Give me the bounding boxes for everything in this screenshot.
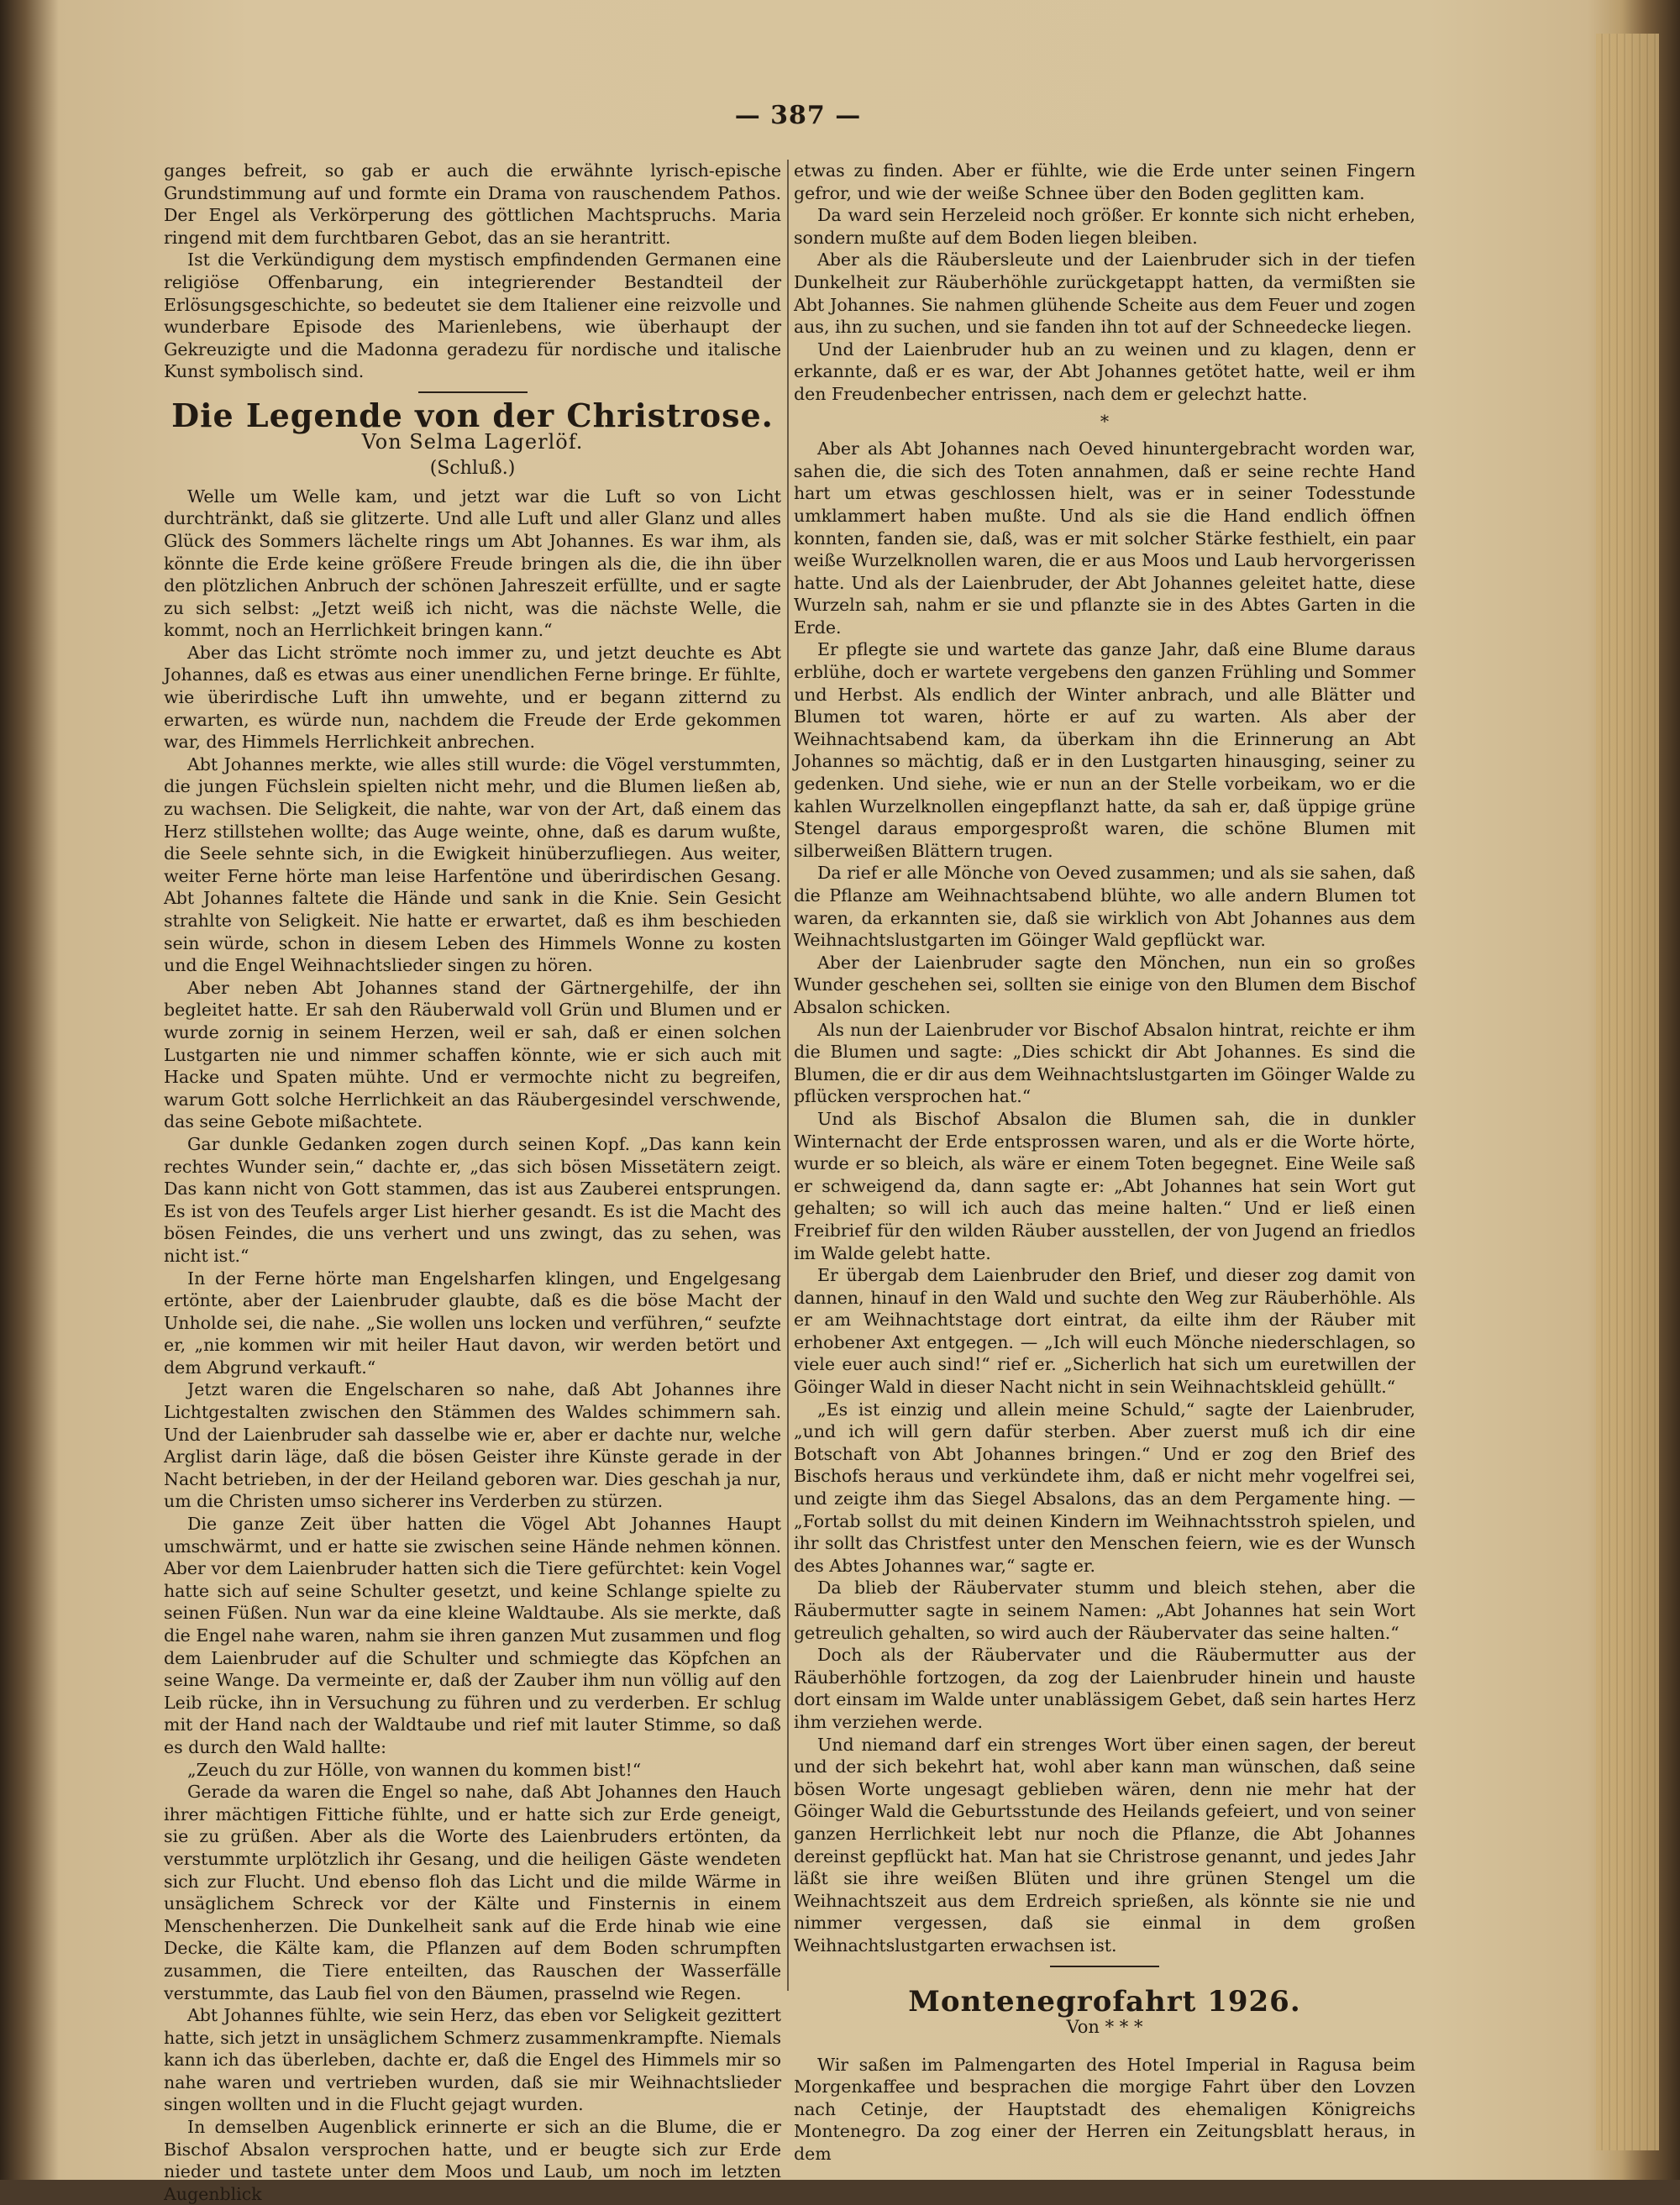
paragraph: Aber das Licht strömte noch immer zu, und jetzt deuchte es Abt Johannes, daß es etwas aus einer unendlichen Ferne bringe. Er fühlte, wie überirdische Luft ihn umwehte, und er begann zitternd zu erwarten, es würde nun, nachdem die Freude der Erde gekommen war, des Himmels Herrlichkeit anbrechen. bbox=[164, 642, 781, 753]
article-end-rule bbox=[1050, 1966, 1159, 1967]
page-number: — 387 — bbox=[734, 101, 862, 130]
paragraph: Aber der Laienbruder sagte den Mönchen, nun ein so großes Wunder geschehen sei, sollten sie einige von den Blumen dem Bischof Absalon schicken. bbox=[794, 952, 1415, 1017]
section-asterisk: * bbox=[1100, 411, 1110, 432]
paragraph: Jetzt waren die Engelscharen so nahe, daß Abt Johannes ihre Lichtgestalten zwischen den Stämmen des Waldes schimmern sah. Und der Laienbruder sah dasselbe wie er, aber er dachte nur, welche Arglist darin läge, daß die bösen Geister ihre Künste gerade in der Nacht betrieben, in der der Heiland geboren war. Dies geschah ja nur, um die Christen umso sicherer ins Verderben zu stürzen. bbox=[164, 1379, 781, 1512]
article-body bbox=[164, 486, 781, 2205]
left-column bbox=[164, 160, 781, 2205]
paragraph: Und der Laienbruder hub an zu weinen und zu klagen, denn er erkannte, daß er es war, der Abt Johannes getötet hatte, weil er ihm den Freudenbecher entrissen, nach dem er gelechzt hatte. bbox=[794, 339, 1415, 404]
column-divider bbox=[787, 160, 789, 1991]
article-title: Die Legende von der Christrose. bbox=[171, 396, 774, 434]
paragraph: Er übergab dem Laienbruder den Brief, und dieser zog damit von dannen, hinauf in den Wald und suchte den Weg zur Räuberhöhle. Als er am Weihnachtstage dort eintrat, da eilte ihm der Räuber mit erhobener Axt entgegen. — „Ich will euch Mönche niederschlagen, so viele euer auch sind!“ rief er. „Sicherlich hat sich um euretwillen der Göinger Wald in dieser Nacht nicht in sein Weihnachtskleid gehüllt.“ bbox=[794, 1265, 1415, 1398]
article-body-continued bbox=[794, 160, 1415, 406]
intro-text bbox=[164, 160, 781, 383]
paragraph: Gar dunkle Gedanken zogen durch seinen Kopf. „Das kann kein rechtes Wunder sein,“ dachte er, „das sich bösen Missetätern zeigt. Das kann nicht von Gott stammen, das ist aus Zauberei entsprungen. Es ist von des Teufels arger List hierher gesandt. Es ist die Macht des bösen Feindes, die uns verhert und uns zwingt, das zu sehen, was nicht ist.“ bbox=[164, 1133, 781, 1266]
paragraph: Da rief er alle Mönche von Oeved zusammen; und als sie sahen, daß die Pflanze am Weihnachtsabend blühte, wo alle andern Blumen tot waren, da erkannten sie, daß sie wirklich von Abt Johannes aus dem Weihnachtslustgarten im Göinger Wald gepflückt war. bbox=[794, 863, 1415, 951]
paragraph: etwas zu finden. Aber er fühlte, wie die Erde unter seinen Fingern gefror, und wie der weiße Schnee über den Boden geglitten kam. bbox=[794, 160, 1415, 203]
article-body-conclusion bbox=[794, 438, 1415, 1956]
paragraph: Abt Johannes fühlte, wie sein Herz, das eben vor Seligkeit gezittert hatte, sich jetzt in unsäglichem Schmerz zusammenkrampfte. Niemals kann ich das überleben, dachte er, daß die Engel des Himmels mir so nahe waren und vertrieben wurden, daß sie mir Weihnachtslieder singen wollten und in die Flucht gejagt wurden. bbox=[164, 2005, 781, 2115]
article2-byline: Von * * * bbox=[1066, 2017, 1143, 2038]
paragraph: Wir saßen im Palmengarten des Hotel Imperial in Ragusa beim Morgenkaffee und besprachen die morgige Fahrt über den Lovzen nach Cetinje, der Hauptstadt des ehemaligen Königreichs Montenegro. Da zog einer der Herren ein Zeitungsblatt heraus, in dem bbox=[794, 2054, 1415, 2165]
paragraph: ganges befreit, so gab er auch die erwähnte lyrisch-epische Grundstimmung auf und formte ein Drama von rauschendem Pathos. Der Engel als Verkörperung des göttlichen Machtspruchs. Maria ringend mit dem furchtbaren Gebot, das an sie herantritt. bbox=[164, 160, 781, 248]
article2-title: Montenegrofahrt 1926. bbox=[908, 1984, 1301, 2019]
paragraph: Als nun der Laienbruder vor Bischof Absalon hintrat, reichte er ihm die Blumen und sagte: „Dies schickt dir Abt Johannes. Es sind die Blumen, die er dir aus dem Weihnachtslustgarten im Göinger Walde zu pflücken versprochen hat.“ bbox=[794, 1019, 1415, 1107]
paragraph: Er pflegte sie und wartete das ganze Jahr, daß eine Blume daraus erblühe, doch er wartete vergebens den ganzen Frühling und Sommer und Herbst. Als endlich der Winter anbrach, und alle Blätter und Blumen tot waren, hörte er auf zu warten. Als aber der Weihnachtsabend kam, da überkam ihn die Erinnerung an Abt Johannes so mächtig, daß er in den Lustgarten hinausging, seiner zu gedenken. Und siehe, wie er nun an der Stelle vorbeikam, wo er die kahlen Wurzelknollen eingepflanzt hatte, da sah er, daß üppige grüne Stengel daraus emporgesproßt waren, die schöne Blumen mit silberweißen Blättern trugen. bbox=[794, 639, 1415, 861]
paragraph: Aber als die Räubersleute und der Laienbruder sich in der tiefen Dunkelheit zur Räuberhöhle zurückgetappt hatten, da vermißten sie Abt Johannes. Sie nahmen glühende Scheite aus dem Feuer und zogen aus, ihn zu suchen, und sie fanden ihn tot auf der Schneedecke liegen. bbox=[794, 249, 1415, 338]
right-column bbox=[794, 160, 1415, 2166]
paragraph: „Zeuch du zur Hölle, von wannen du kommen bist!“ bbox=[187, 1759, 642, 1780]
article2-body bbox=[794, 2054, 1415, 2166]
paragraph: „Es ist einzig und allein meine Schuld,“ sagte der Laienbruder, „und ich will gern dafür sterben. Aber zuerst muß ich dir eine Botschaft von Abt Johannes bringen.“ Und er zog den Brief des Bischofs heraus und verkündete ihm, daß er nicht mehr vogelfrei sei, und zeigte ihm das Siegel Absalons, das an dem Pergamente hing. — „Fortab sollst du mit deinen Kindern im Weihnachtsstroh spielen, und ihr sollt das Christfest unter den Menschen feiern, wie es der Wunsch des Abtes Johannes war,“ sagte er. bbox=[794, 1399, 1415, 1576]
paragraph: Da ward sein Herzeleid noch größer. Er konnte sich nicht erheben, sondern mußte auf dem Boden liegen bleiben. bbox=[794, 205, 1415, 248]
paragraph: Abt Johannes merkte, wie alles still wurde: die Vögel verstummten, die jungen Füchslein spielten nicht mehr, und die Blumen ließen ab, zu wachsen. Die Seligkeit, die nahte, war von der Art, daß einem das Herz stillstehen wollte; das Auge weinte, ohne, daß es darum wußte, die Seele sehnte sich, in die Ewigkeit hinüberzufliegen. Aus weiter, weiter Ferne hörte man leise Harfentöne und überirdischen Gesang. Abt Johannes faltete die Hände und sank in die Knie. Sein Gesicht strahlte von Seligkeit. Nie hatte er erwartet, daß es ihm beschieden sein würde, schon in diesem Leben des Himmels Wonne zu kosten und die Engel Weihnachtslieder singen zu hören. bbox=[164, 753, 781, 976]
paragraph: Die ganze Zeit über hatten die Vögel Abt Johannes Haupt umschwärmt, und er hatte sie zwischen seine Hände nehmen können. Aber vor dem Laienbruder hatten sich die Tiere gefürchtet: kein Vogel hatte sich auf seine Schulter gesetzt, und keine Schlange spielte zu seinen Füßen. Nun war da eine kleine Waldtaube. Als sie merkte, daß die Engel nahe waren, nahm sie ihren ganzen Mut zusammen und flog dem Laienbruder auf die Schulter und schmiegte das Köpfchen an seine Wange. Da vermeinte er, daß der Zauber ihm nun völlig auf den Leib rücke, ihn in Versuchung zu führen und zu verderben. Er schlug mit der Hand nach der Waldtaube und rief mit lauter Stimme, so daß es durch den Wald hallte: bbox=[164, 1514, 781, 1757]
paragraph: In demselben Augenblick erinnerte er sich an die Blume, die er Bischof Absalon versprochen hatte, und er beugte sich zur Erde nieder und tastete unter dem Moos und Laub, um noch im letzten Augenblick bbox=[164, 2117, 781, 2204]
paragraph: Gerade da waren die Engel so nahe, daß Abt Johannes den Hauch ihrer mächtigen Fittiche fühlte, und er hatte sich zur Erde geneigt, sie zu grüßen. Aber als die Worte des Laienbruders ertönten, da verstummte urplötzlich ihr Gesang, und die heiligen Gäste wendeten sich zur Flucht. Und ebenso floh das Licht und die milde Wärme in unsäglichem Schreck vor der Kälte und Finsternis in einem Menschenherzen. Die Dunkelheit sank auf die Erde hinab wie eine Decke, die Kälte kam, die Pflanzen auf dem Boden schrumpften zusammen, die Tiere enteilten, das Rauschen der Wasserfälle verstummte, das Laub fiel von den Bäumen, prasselnd wie Regen. bbox=[164, 1782, 781, 2003]
paragraph: Doch als der Räubervater und die Räubermutter aus der Räuberhöhle fortzogen, da zog der Laienbruder hinein und hauste dort einsam im Walde unter unablässigem Gebet, daß sein hartes Herz ihm verziehen werde. bbox=[794, 1645, 1415, 1732]
article-byline: Von Selma Lagerlöf. bbox=[361, 429, 584, 454]
article-subtitle: (Schluß.) bbox=[429, 458, 516, 480]
paragraph: Ist die Verkündigung dem mystisch empfindenden Germanen eine religiöse Offenbarung, ein integrierender Bestandteil der Erlösungsgeschichte, so bedeutet sie dem Italiener eine reizvolle und wunderbare Episode des Marienlebens, wie überhaupt der Gekreuzigte und die Madonna geradezu für nordische und italische Kunst symbolisch sind. bbox=[164, 249, 781, 382]
paragraph: Und als Bischof Absalon die Blumen sah, die in dunkler Winternacht der Erde entsprossen waren, und als er die Worte hörte, wurde er so bleich, als wäre er einem Toten begegnet. Eine Weile saß er schweigend da, dann sagte er: „Abt Johannes hat sein Wort gut gehalten; so will ich auch das meine halten.“ Und er ließ einen Freibrief für den wilden Räuber ausstellen, der von Jugend an friedlos im Walde gelebt hatte. bbox=[794, 1108, 1415, 1263]
paragraph: Und niemand darf ein strenges Wort über einen sagen, der bereut und der sich bekehrt hat, wohl aber kann man wünschen, daß seine bösen Worte ungesagt geblieben wären, denn nie mehr hat der Göinger Wald die Geburtsstunde des Heilands gefeiert, und von seiner ganzen Herrlichkeit lebt nur noch die Pflanze, die Abt Johannes dereinst gepflückt hat. Man hat sie Christrose genannt, und jedes Jahr läßt sie ihre weißen Blüten und ihre grünen Stengel um die Weihnachtszeit aus dem Erdreich sprießen, als könnte sie nie und nimmer vergessen, daß sie einmal in dem großen Weihnachtslustgarten erwachsen ist. bbox=[794, 1734, 1415, 1956]
paragraph: Aber als Abt Johannes nach Oeved hinuntergebracht worden war, sahen die, die sich des Toten annahmen, daß er seine rechte Hand hart um etwas geschlossen hielt, was er in seiner Todesstunde umklammert haben mußte. Und als sie die Hand endlich öffnen konnten, fanden sie, daß, was er mit solcher Stärke festhielt, ein paar weiße Wurzelknollen waren, die er aus Moos und Laub hervorgerissen hatte. Und als der Laienbruder, der Abt Johannes geleitet hatte, diese Wurzeln sah, nahm er sie und pflanzte sie in des Abtes Garten in die Erde. bbox=[794, 438, 1415, 638]
section-divider bbox=[418, 391, 528, 393]
paragraph: Da blieb der Räubervater stumm und bleich stehen, aber die Räubermutter sagte in seinem Namen: „Abt Johannes hat sein Wort getreulich gehalten, so wird auch der Räubervater das seine halten.“ bbox=[794, 1578, 1415, 1643]
book-page-edges bbox=[1596, 34, 1659, 2150]
paragraph: In der Ferne hörte man Engelsharfen klingen, und Engelgesang ertönte, aber der Laienbruder glaubte, daß es die böse Macht der Unholde sei, die nahe. „Sie wollen uns locken und verführen,“ seufzte er, „nie kommen wir mit heiler Haut davon, wir werden betört und dem Abgrund verkauft.“ bbox=[164, 1268, 781, 1378]
paragraph: Welle um Welle kam, und jetzt war die Luft so von Licht durchtränkt, daß sie glitzerte. Und alle Luft und aller Glanz und alles Glück des Sommers lächelte rings um Abt Johannes. Es war ihm, als könnte die Erde keine größere Freude bringen als die, die ihn über den plötzlichen Anbruch der schönen Jahreszeit erfüllte, und er sagte zu sich selbst: „Jetzt weiß ich nicht, was die nächste Welle, die kommt, noch an Herrlichkeit bringen kann.“ bbox=[164, 486, 781, 641]
paragraph: Aber neben Abt Johannes stand der Gärtnergehilfe, der ihn begleitet hatte. Er sah den Räuberwald voll Grün und Blumen und er wurde zornig in seinem Herzen, weil er sah, daß er einen solchen Lustgarten nie und nimmer schaffen könnte, wie er sich auch mit Hacke und Spaten mühte. Und er vermochte nicht zu begreifen, warum Gott solche Herrlichkeit an das Räubergesindel verschwende, das seine Gebote mißachtete. bbox=[164, 977, 781, 1132]
